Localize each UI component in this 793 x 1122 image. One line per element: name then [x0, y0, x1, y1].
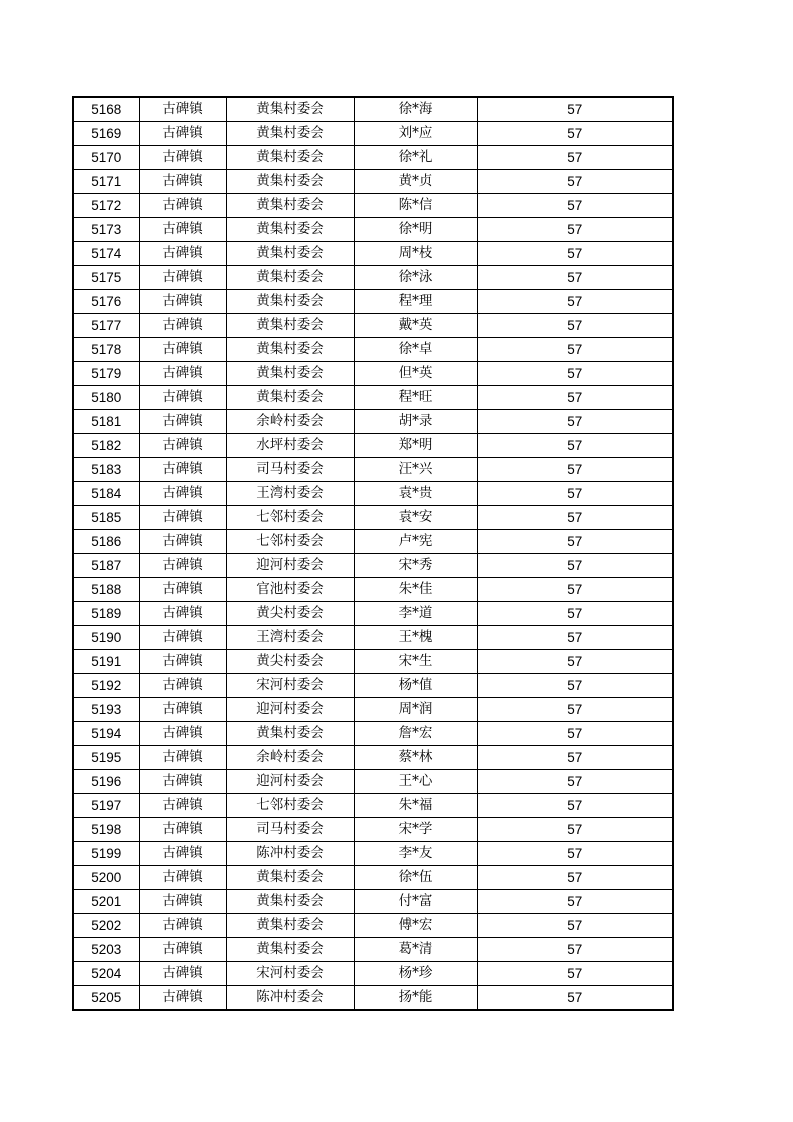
row-number: 5189 — [73, 602, 139, 626]
name-cell: 黄*贞 — [354, 170, 477, 194]
name-cell: 徐*礼 — [354, 146, 477, 170]
committee-cell: 黄集村委会 — [226, 194, 354, 218]
town-cell: 古碑镇 — [139, 410, 226, 434]
town-cell: 古碑镇 — [139, 818, 226, 842]
name-cell: 宋*学 — [354, 818, 477, 842]
value-cell: 57 — [477, 410, 673, 434]
name-cell: 徐*海 — [354, 97, 477, 122]
name-cell: 傅*宏 — [354, 914, 477, 938]
table-row — [73, 338, 673, 362]
table-row — [73, 290, 673, 314]
town-cell: 古碑镇 — [139, 218, 226, 242]
name-cell: 徐*卓 — [354, 338, 477, 362]
value-cell: 57 — [477, 218, 673, 242]
name-cell: 李*道 — [354, 602, 477, 626]
name-cell: 李*友 — [354, 842, 477, 866]
name-cell: 宋*生 — [354, 650, 477, 674]
value-cell: 57 — [477, 602, 673, 626]
committee-cell: 迎河村委会 — [226, 770, 354, 794]
committee-cell: 王湾村委会 — [226, 626, 354, 650]
committee-cell: 黄集村委会 — [226, 914, 354, 938]
committee-cell: 黄集村委会 — [226, 146, 354, 170]
town-cell: 古碑镇 — [139, 530, 226, 554]
value-cell: 57 — [477, 674, 673, 698]
town-cell: 古碑镇 — [139, 266, 226, 290]
row-number: 5185 — [73, 506, 139, 530]
name-cell: 徐*明 — [354, 218, 477, 242]
name-cell: 朱*福 — [354, 794, 477, 818]
table-row — [73, 578, 673, 602]
table-row — [73, 266, 673, 290]
row-number: 5201 — [73, 890, 139, 914]
value-cell: 57 — [477, 698, 673, 722]
name-cell: 程*理 — [354, 290, 477, 314]
table-row — [73, 650, 673, 674]
name-cell: 周*润 — [354, 698, 477, 722]
name-cell: 汪*兴 — [354, 458, 477, 482]
table-row — [73, 890, 673, 914]
town-cell: 古碑镇 — [139, 290, 226, 314]
value-cell: 57 — [477, 194, 673, 218]
value-cell: 57 — [477, 170, 673, 194]
row-number: 5168 — [73, 97, 139, 122]
table-row — [73, 602, 673, 626]
row-number: 5172 — [73, 194, 139, 218]
value-cell: 57 — [477, 434, 673, 458]
row-number: 5187 — [73, 554, 139, 578]
value-cell: 57 — [477, 746, 673, 770]
name-cell: 徐*泳 — [354, 266, 477, 290]
row-number: 5204 — [73, 962, 139, 986]
value-cell: 57 — [477, 362, 673, 386]
table-row — [73, 914, 673, 938]
town-cell: 古碑镇 — [139, 650, 226, 674]
table-row — [73, 962, 673, 986]
value-cell: 57 — [477, 866, 673, 890]
committee-cell: 七邻村委会 — [226, 506, 354, 530]
committee-cell: 水坪村委会 — [226, 434, 354, 458]
committee-cell: 宋河村委会 — [226, 962, 354, 986]
committee-cell: 司马村委会 — [226, 458, 354, 482]
town-cell: 古碑镇 — [139, 890, 226, 914]
table-row — [73, 458, 673, 482]
table-row — [73, 722, 673, 746]
table-row — [73, 506, 673, 530]
town-cell: 古碑镇 — [139, 674, 226, 698]
table-row — [73, 530, 673, 554]
table-row — [73, 746, 673, 770]
name-cell: 扬*能 — [354, 986, 477, 1011]
committee-cell: 司马村委会 — [226, 818, 354, 842]
committee-cell: 陈冲村委会 — [226, 986, 354, 1011]
town-cell: 古碑镇 — [139, 722, 226, 746]
row-number: 5192 — [73, 674, 139, 698]
committee-cell: 黄集村委会 — [226, 266, 354, 290]
town-cell: 古碑镇 — [139, 122, 226, 146]
table-row — [73, 554, 673, 578]
town-cell: 古碑镇 — [139, 338, 226, 362]
name-cell: 徐*伍 — [354, 866, 477, 890]
row-number: 5170 — [73, 146, 139, 170]
town-cell: 古碑镇 — [139, 914, 226, 938]
row-number: 5197 — [73, 794, 139, 818]
table-row — [73, 674, 673, 698]
town-cell: 古碑镇 — [139, 746, 226, 770]
table-row — [73, 698, 673, 722]
committee-cell: 黄尖村委会 — [226, 650, 354, 674]
row-number: 5199 — [73, 842, 139, 866]
value-cell: 57 — [477, 962, 673, 986]
value-cell: 57 — [477, 482, 673, 506]
committee-cell: 迎河村委会 — [226, 698, 354, 722]
value-cell: 57 — [477, 146, 673, 170]
value-cell: 57 — [477, 770, 673, 794]
row-number: 5202 — [73, 914, 139, 938]
committee-cell: 黄集村委会 — [226, 338, 354, 362]
name-cell: 詹*宏 — [354, 722, 477, 746]
table-row — [73, 818, 673, 842]
table-row — [73, 842, 673, 866]
committee-cell: 黄集村委会 — [226, 242, 354, 266]
committee-cell: 黄集村委会 — [226, 722, 354, 746]
name-cell: 王*槐 — [354, 626, 477, 650]
committee-cell: 黄集村委会 — [226, 938, 354, 962]
name-cell: 周*枝 — [354, 242, 477, 266]
table-row — [73, 482, 673, 506]
town-cell: 古碑镇 — [139, 194, 226, 218]
town-cell: 古碑镇 — [139, 434, 226, 458]
row-number: 5191 — [73, 650, 139, 674]
row-number: 5176 — [73, 290, 139, 314]
value-cell: 57 — [477, 530, 673, 554]
row-number: 5175 — [73, 266, 139, 290]
name-cell: 杨*珍 — [354, 962, 477, 986]
committee-cell: 黄集村委会 — [226, 314, 354, 338]
row-number: 5184 — [73, 482, 139, 506]
committee-cell: 黄尖村委会 — [226, 602, 354, 626]
committee-cell: 陈冲村委会 — [226, 842, 354, 866]
town-cell: 古碑镇 — [139, 242, 226, 266]
name-cell: 袁*安 — [354, 506, 477, 530]
table-row — [73, 242, 673, 266]
town-cell: 古碑镇 — [139, 314, 226, 338]
town-cell: 古碑镇 — [139, 146, 226, 170]
town-cell: 古碑镇 — [139, 842, 226, 866]
row-number: 5193 — [73, 698, 139, 722]
committee-cell: 七邻村委会 — [226, 794, 354, 818]
town-cell: 古碑镇 — [139, 794, 226, 818]
committee-cell: 黄集村委会 — [226, 290, 354, 314]
value-cell: 57 — [477, 266, 673, 290]
committee-cell: 黄集村委会 — [226, 890, 354, 914]
name-cell: 程*旺 — [354, 386, 477, 410]
town-cell: 古碑镇 — [139, 97, 226, 122]
table-row — [73, 146, 673, 170]
value-cell: 57 — [477, 578, 673, 602]
name-cell: 刘*应 — [354, 122, 477, 146]
table-row — [73, 194, 673, 218]
table-row — [73, 626, 673, 650]
committee-cell: 宋河村委会 — [226, 674, 354, 698]
name-cell: 葛*清 — [354, 938, 477, 962]
name-cell: 袁*贵 — [354, 482, 477, 506]
town-cell: 古碑镇 — [139, 578, 226, 602]
value-cell: 57 — [477, 794, 673, 818]
table-row — [73, 770, 673, 794]
town-cell: 古碑镇 — [139, 986, 226, 1011]
town-cell: 古碑镇 — [139, 362, 226, 386]
value-cell: 57 — [477, 242, 673, 266]
value-cell: 57 — [477, 650, 673, 674]
table-row — [73, 362, 673, 386]
row-number: 5173 — [73, 218, 139, 242]
committee-cell: 黄集村委会 — [226, 170, 354, 194]
town-cell: 古碑镇 — [139, 866, 226, 890]
table-row — [73, 794, 673, 818]
row-number: 5188 — [73, 578, 139, 602]
value-cell: 57 — [477, 818, 673, 842]
committee-cell: 官池村委会 — [226, 578, 354, 602]
name-cell: 胡*录 — [354, 410, 477, 434]
value-cell: 57 — [477, 97, 673, 122]
table-row — [73, 938, 673, 962]
committee-cell: 王湾村委会 — [226, 482, 354, 506]
committee-cell: 余岭村委会 — [226, 746, 354, 770]
committee-cell: 余岭村委会 — [226, 410, 354, 434]
table-row — [73, 170, 673, 194]
committee-cell: 黄集村委会 — [226, 362, 354, 386]
table-row — [73, 866, 673, 890]
name-cell: 杨*值 — [354, 674, 477, 698]
value-cell: 57 — [477, 938, 673, 962]
name-cell: 郑*明 — [354, 434, 477, 458]
value-cell: 57 — [477, 122, 673, 146]
value-cell: 57 — [477, 290, 673, 314]
value-cell: 57 — [477, 338, 673, 362]
roster-table — [72, 96, 674, 1011]
name-cell: 但*英 — [354, 362, 477, 386]
value-cell: 57 — [477, 506, 673, 530]
value-cell: 57 — [477, 842, 673, 866]
value-cell: 57 — [477, 890, 673, 914]
row-number: 5195 — [73, 746, 139, 770]
row-number: 5182 — [73, 434, 139, 458]
row-number: 5203 — [73, 938, 139, 962]
value-cell: 57 — [477, 722, 673, 746]
name-cell: 朱*佳 — [354, 578, 477, 602]
table-row — [73, 434, 673, 458]
roster-table-body — [73, 97, 673, 1010]
table-row — [73, 122, 673, 146]
row-number: 5177 — [73, 314, 139, 338]
row-number: 5174 — [73, 242, 139, 266]
value-cell: 57 — [477, 914, 673, 938]
name-cell: 付*富 — [354, 890, 477, 914]
town-cell: 古碑镇 — [139, 626, 226, 650]
town-cell: 古碑镇 — [139, 506, 226, 530]
table-row — [73, 386, 673, 410]
town-cell: 古碑镇 — [139, 554, 226, 578]
row-number: 5194 — [73, 722, 139, 746]
row-number: 5200 — [73, 866, 139, 890]
row-number: 5178 — [73, 338, 139, 362]
value-cell: 57 — [477, 626, 673, 650]
name-cell: 宋*秀 — [354, 554, 477, 578]
table-row — [73, 410, 673, 434]
committee-cell: 迎河村委会 — [226, 554, 354, 578]
name-cell: 卢*宪 — [354, 530, 477, 554]
value-cell: 57 — [477, 458, 673, 482]
town-cell: 古碑镇 — [139, 602, 226, 626]
row-number: 5181 — [73, 410, 139, 434]
value-cell: 57 — [477, 386, 673, 410]
town-cell: 古碑镇 — [139, 698, 226, 722]
town-cell: 古碑镇 — [139, 386, 226, 410]
value-cell: 57 — [477, 554, 673, 578]
town-cell: 古碑镇 — [139, 770, 226, 794]
row-number: 5180 — [73, 386, 139, 410]
committee-cell: 黄集村委会 — [226, 122, 354, 146]
row-number: 5171 — [73, 170, 139, 194]
town-cell: 古碑镇 — [139, 962, 226, 986]
row-number: 5198 — [73, 818, 139, 842]
table-row — [73, 97, 673, 122]
name-cell: 王*心 — [354, 770, 477, 794]
table-row — [73, 986, 673, 1011]
value-cell: 57 — [477, 986, 673, 1011]
committee-cell: 黄集村委会 — [226, 97, 354, 122]
committee-cell: 七邻村委会 — [226, 530, 354, 554]
row-number: 5183 — [73, 458, 139, 482]
value-cell: 57 — [477, 314, 673, 338]
committee-cell: 黄集村委会 — [226, 866, 354, 890]
table-row — [73, 218, 673, 242]
town-cell: 古碑镇 — [139, 458, 226, 482]
name-cell: 蔡*林 — [354, 746, 477, 770]
row-number: 5196 — [73, 770, 139, 794]
name-cell: 陈*信 — [354, 194, 477, 218]
row-number: 5186 — [73, 530, 139, 554]
committee-cell: 黄集村委会 — [226, 386, 354, 410]
town-cell: 古碑镇 — [139, 482, 226, 506]
town-cell: 古碑镇 — [139, 938, 226, 962]
row-number: 5179 — [73, 362, 139, 386]
row-number: 5205 — [73, 986, 139, 1011]
row-number: 5190 — [73, 626, 139, 650]
town-cell: 古碑镇 — [139, 170, 226, 194]
committee-cell: 黄集村委会 — [226, 218, 354, 242]
table-row — [73, 314, 673, 338]
name-cell: 戴*英 — [354, 314, 477, 338]
row-number: 5169 — [73, 122, 139, 146]
